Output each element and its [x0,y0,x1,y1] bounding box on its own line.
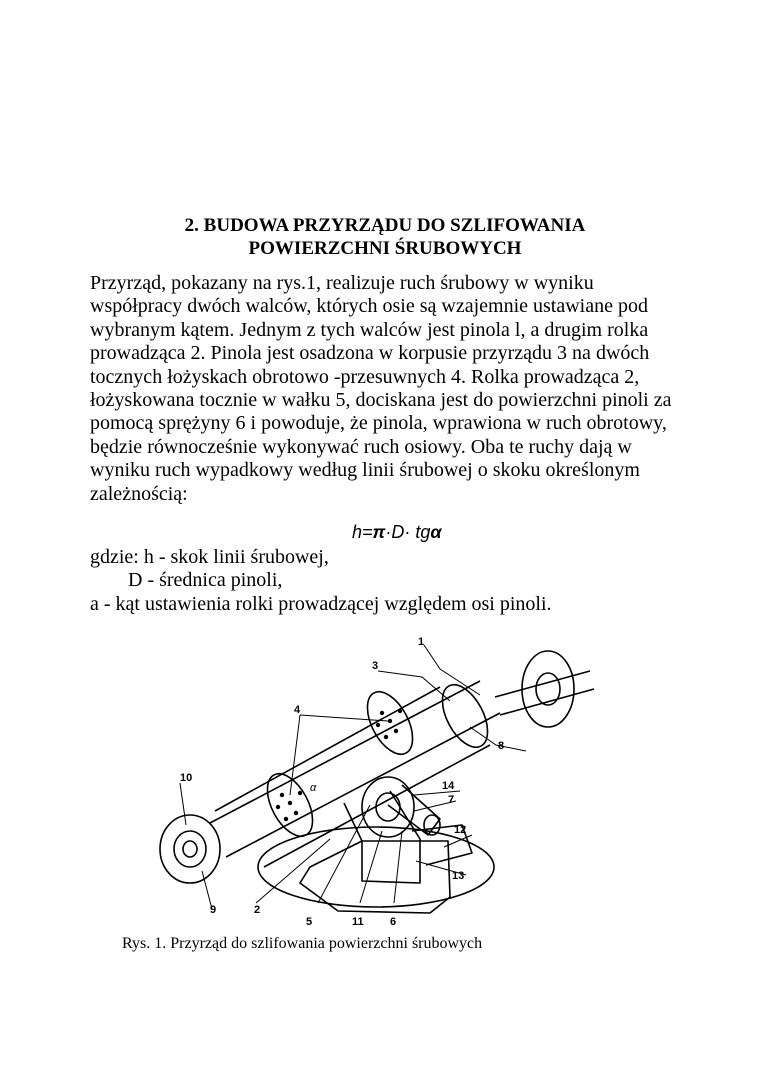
base-plate [258,827,494,907]
formula-dot-1: · [385,522,392,542]
label-13: 13 [452,870,465,882]
formula-lhs: h= [352,522,373,542]
formula-d: D [391,522,405,542]
body-paragraph [90,272,680,506]
formula [352,522,442,543]
label-12: 12 [454,824,467,836]
label-9: 9 [210,904,217,916]
formula-dot-2: · [404,522,411,542]
formula-pi: π [372,522,386,542]
wheel-shaft [495,671,594,715]
label-2: 2 [254,904,261,916]
label-alpha: α [310,782,317,794]
formula-tg: tg [410,522,431,542]
paragraph-text: Przyrząd, pokazany na rys.1, realizuje ruch śrubowy w wyniku współpracy dwóch walców, których osie są wzajemnie ustawiane pod wybranym kątem. Jednym z tych walców jest pinola l, a drugim rolka prowadząca 2. Pinola jest osadzona w korpusie przyrządu 3 na dwóch tocznych łożyskach obrotowo -przesuwnych 4. Rolka prowadząca 2, łożyskowana tocznie w wałku 5, dociskana jest do powierzchni pinoli za pomocą sprężyny 6 i powoduje, że pinola, wprawiona w ruch obrotowy, będzie równocześnie wykonywać ruch osiowy. Oba te ruchy dają w wyniku ruch wypadkowy według linii śrubowej o skoku określonym zależnością: [90,272,672,505]
pinola-front-hub [183,841,197,857]
figure-drawing [150,635,610,925]
definition-d: D - średnica pinoli, [128,569,283,592]
label-7: 7 [448,794,455,806]
label-1: 1 [418,636,425,648]
wheel-hub [536,673,560,705]
label-8: 8 [498,740,505,752]
pinola-front-inner [174,831,206,867]
definition-a: a - kąt ustawienia rolki prowadzącej względem osi pinoli. [90,592,552,615]
heading-line-1: 2. BUDOWA PRZYRZĄDU DO SZLIFOWANIA [184,215,586,236]
device-drawing-svg [150,635,610,925]
label-10: 10 [180,772,193,784]
formula-alpha: α [430,522,442,542]
housing-cylinder [215,687,490,867]
section-heading [90,214,680,260]
label-11: 11 [352,916,364,925]
figure-caption: Rys. 1. Przyrząd do szlifowania powierzchni śrubowych [122,935,483,952]
label-14: 14 [442,780,455,792]
heading-line-2: POWIERZCHNI ŚRUBOWYCH [248,238,522,259]
pinola-front [160,815,220,883]
guide-roller [362,777,414,837]
label-6: 6 [390,916,397,925]
label-3: 3 [372,660,379,672]
definition-h: gdzie: h - skok linii śrubowej, [90,546,329,568]
wheel-rim [522,651,574,727]
label-4: 4 [294,704,301,716]
label-5: 5 [306,916,313,925]
guide-roller-inner [376,793,400,821]
definitions [90,546,690,616]
